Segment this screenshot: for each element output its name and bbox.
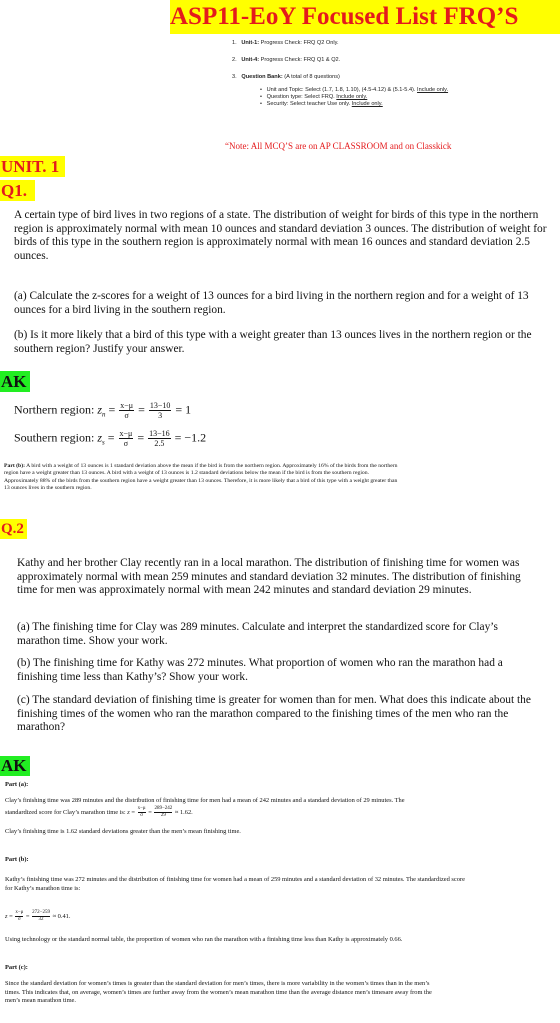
include-only-link: Include only. (351, 101, 383, 107)
q1-part-b: (b) Is it more likely that a bird of this type with a weight greater than 13 ounces lives in the northern region or the southern region? Justify your answer. (14, 329, 532, 355)
fraction: $\frac{x-\mu}{\sigma}$ (119, 429, 133, 448)
q2-part-a: (a) The finishing time for Clay was 289 minutes. Calculate and interpret the standardized score for Clay’s marathon time. Show your work. (17, 621, 498, 647)
question-label-q2: Q.2 (0, 519, 27, 539)
unit-heading: UNIT. 1 (0, 156, 65, 177)
fraction: $\frac{272-259}{32}$ (32, 910, 50, 922)
answer-key-label: AK (0, 371, 30, 392)
q1-prompt: A certain type of bird lives in two regions of a state. The distribution of weight for birds of this type in the northern region is approximately normal with mean 10 ounces and standard deviation 3 ounces. The distribution of weight for birds of this type in the southern region is approximately normal with mean 16 ounces and standard deviation 2.5 ounces. (14, 209, 547, 262)
instructions-list (232, 40, 552, 108)
fraction: $\frac{13-10}{3}$ (149, 401, 171, 420)
include-only-link: Include only. (417, 87, 449, 93)
q1-part-b-answer: Part (b): A bird with a weight of 13 ounces is 1 standard deviation above the mean if the bird is from the northern region. Approximately 16% of the birds from the northern region have a weight greater than 13 ounces. A bird with a weight of 13 ounces is 1.2 standard deviations below the mean if the bird is from the southern region. Approximately 88% of the birds from the southern region have a weight greater than 13 ounces. Therefore, it is more likely that a bird of this type with a weight greater than 13 ounces lives in the southern region. (4, 463, 398, 492)
instruction-item-unit4: 2. Unit-4: Progress Check: FRQ Q1 & Q2. (232, 57, 341, 63)
answer-key-label: AK (0, 756, 30, 776)
bullet-icon: • (260, 94, 262, 100)
q2-prompt: Kathy and her brother Clay recently ran in a local marathon. The distribution of finishing time for women was approximately normal with mean 259 minutes and standard deviation 32 minutes. The distribution of finishing time for men was approximately normal with mean 242 minutes and standard deviation 29 minutes. (17, 557, 521, 596)
instruction-item-question-bank: 3. Question Bank: (A total of 8 questions) (232, 74, 340, 80)
q2-answer-c: Since the standard deviation for women’s times is greater than the standard deviation for men’s times, there is more variability in the women’s times than in the men’s times. This indicates that, on average, women’s times are further away from the women’s mean marathon time than the average distance men’s timesare away from the men’s mean marathon time. (5, 980, 432, 1005)
q2-answer-c-label: Part (c): (5, 964, 28, 971)
q2-answer-a: Clay’s finishing time was 289 minutes and the distribution of finishing time for men had a mean of 242 minutes and a standard deviation of 29 minutes. The standardized score for Clay’s marathon time is: z = $\frac{x-\mu}{\sigma}$ = $\frac{289-242}{29}$ ≈ 1.62. (5, 797, 405, 818)
include-only-link: Include only. (336, 94, 368, 100)
instruction-bullet-question-type: • Question type: Select FRQ. Include only. (260, 94, 368, 100)
instruction-bullet-security: • Security: Select teacher Use only. Include only. (260, 101, 383, 107)
mcq-note: “Note: All MCQ’S are on AP CLASSROOM and on Classkick (225, 141, 452, 151)
q2-part-c: (c) The standard deviation of finishing time is greater for women than for men. What does this indicate about the finishing times of the women who ran the marathon compared to the finishing times of the men who ran the marathon? (17, 694, 531, 733)
fraction: $\frac{13-16}{2.5}$ (149, 429, 170, 448)
instruction-bullet-topic: • Unit and Topic: Select (1.7, 1.8, 1.10), (4.5-4.12) & (5.1-5.4). Include only. (260, 87, 449, 93)
fraction: $\frac{x-\mu}{\sigma}$ (15, 910, 24, 922)
northern-zscore-equation: Northern region: $z_n$ = $\frac{x-\mu}{\sigma}$ = $\frac{13-10}{3}$ = 1 (14, 401, 192, 420)
q2-answer-b-conclusion: Using technology or the standard normal table, the proportion of women who ran the marathon with a finishing time less than Kathy is approximately 0.66. (5, 936, 403, 943)
fraction: $\frac{x-\mu}{\sigma}$ (137, 805, 146, 818)
southern-zscore-equation: Southern region: $z_s$ = $\frac{x-\mu}{\sigma}$ = $\frac{13-16}{2.5}$ = −1.2 (14, 429, 207, 448)
q2-answer-a-label: Part (a): (5, 781, 29, 788)
q2-answer-b-label: Part (b): (5, 856, 29, 863)
bullet-icon: • (260, 87, 262, 93)
q1-part-a: (a) Calculate the z-scores for a weight of 13 ounces for a bird living in the northern region and for a weight of 13 ounces for a bird living in the southern region. (14, 290, 529, 316)
q2-answer-b-equation: z = $\frac{x-\mu}{\sigma}$ = $\frac{272-259}{32}$ ≈ 0.41. (5, 910, 71, 922)
page-title: ASP11-EoY Focused List FRQ’S (170, 0, 560, 34)
q2-answer-b: Kathy’s finishing time was 272 minutes and the distribution of finishing time for women had a mean of 259 minutes and a standard deviation of 32 minutes. The standardized score for Kathy’s marathon time is: (5, 876, 465, 892)
instruction-item-unit1: 1. Unit-1: Progress Check: FRQ Q2 Only. (232, 40, 339, 46)
q2-part-b: (b) The finishing time for Kathy was 272 minutes. What proportion of women who ran the marathon had a finishing time less than Kathy’s? Show your work. (17, 657, 503, 683)
bullet-icon: • (260, 101, 262, 107)
fraction: $\frac{x-\mu}{\sigma}$ (120, 401, 134, 420)
fraction: $\frac{289-242}{29}$ (154, 805, 173, 818)
question-label-q1: Q1. (0, 180, 35, 201)
q2-answer-a-interpretation: Clay’s finishing time is 1.62 standard deviations greater than the men’s mean finishing time. (5, 828, 241, 835)
